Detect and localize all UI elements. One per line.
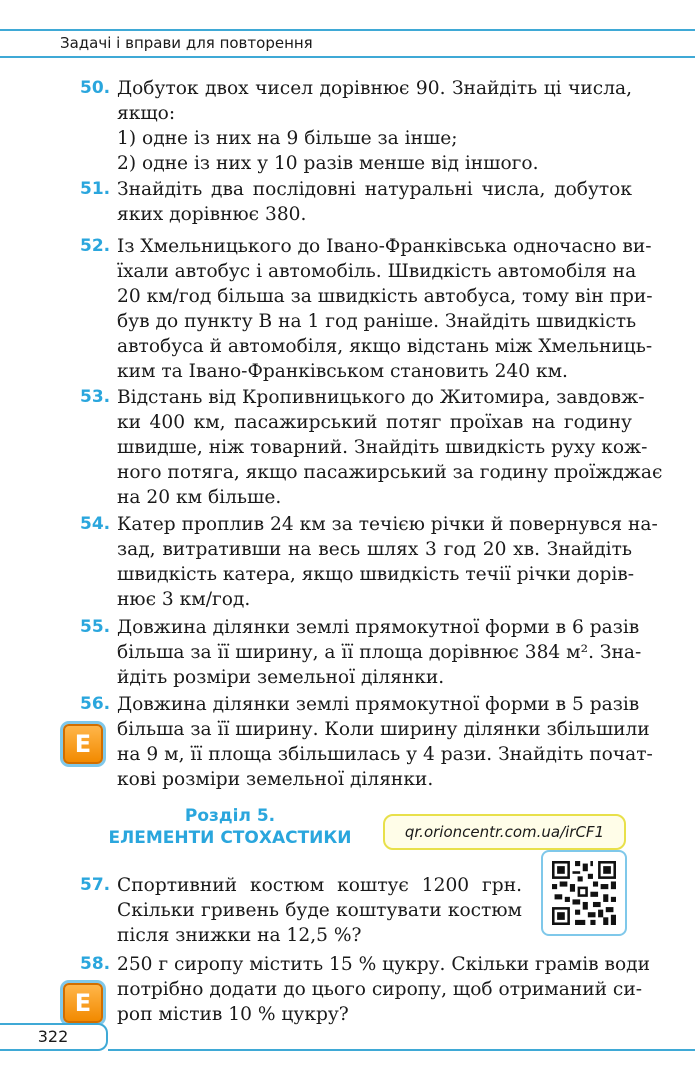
advanced-level-badge: Е — [63, 983, 103, 1023]
task-number: 58. — [80, 954, 111, 974]
qr-link[interactable]: qr.orioncentr.com.ua/irCF1 — [383, 814, 626, 850]
task-line: більша за її ширину, а її площа дорівнює 384 м². Зна- — [117, 642, 642, 663]
page-number: 322 — [0, 1023, 108, 1051]
section-heading — [80, 805, 380, 849]
task-line: більша за її ширину. Коли ширину ділянки збільшили — [117, 719, 650, 740]
section-number: Розділ 5. — [184, 806, 276, 826]
task-number: 54. — [80, 514, 111, 534]
task-number: 56. — [80, 694, 111, 714]
task-number: 51. — [80, 179, 111, 199]
header-title: Задачі і вправи для повторення — [60, 34, 313, 52]
task-55 — [80, 615, 642, 690]
task-line: кові розміри земельної ділянки. — [117, 769, 434, 790]
advanced-level-badge: Е — [63, 724, 103, 764]
task-line: після знижки на 12,5 %? — [117, 925, 362, 946]
task-line: ки 400 км, пасажирський потяг проїхав на годину — [117, 412, 632, 433]
task-54 — [80, 512, 658, 612]
task-line: йдіть розміри земельної ділянки. — [117, 667, 445, 688]
task-53 — [80, 385, 663, 510]
task-line: на 9 м, її площа збільшилась у 4 рази. Знайдіть почат- — [117, 744, 653, 765]
task-58 — [80, 952, 651, 1027]
task-line: Довжина ділянки землі прямокутної форми в 5 разів — [117, 694, 640, 715]
task-line: швидкість катера, якщо швидкість течії річки дорів- — [117, 564, 635, 585]
task-number: 52. — [80, 236, 111, 256]
task-line: 1) одне із них на 9 більше за інше; — [117, 128, 458, 149]
task-line: Довжина ділянки землі прямокутної форми в 6 разів — [117, 617, 640, 638]
task-line: Катер проплив 24 км за течією річки й повернувся на- — [117, 514, 658, 535]
task-line: якщо: — [117, 103, 176, 124]
task-number: 55. — [80, 617, 111, 637]
task-line: роп містив 10 % цукру? — [117, 1004, 349, 1025]
task-56 — [80, 692, 653, 792]
task-line: яких дорівнює 380. — [117, 204, 307, 225]
task-51 — [80, 177, 632, 227]
task-number: 50. — [80, 78, 111, 98]
task-line: зад, витративши на весь шлях 3 год 20 хв. Знайдіть — [117, 539, 632, 560]
header-rule-bottom — [0, 56, 695, 58]
task-line: Із Хмельницького до Івано-Франківська одночасно ви- — [117, 236, 652, 257]
page-header — [0, 29, 695, 63]
task-57 — [80, 873, 522, 948]
task-number: 53. — [80, 387, 111, 407]
qr-code[interactable] — [541, 850, 627, 936]
task-line: Знайдіть два послідовні натуральні числа, добуток — [117, 179, 632, 200]
task-line: Спортивний костюм коштує 1200 грн. — [117, 875, 522, 896]
task-line: ного потяга, якщо пасажирський за годину проїжджає — [117, 462, 663, 483]
task-number: 57. — [80, 875, 111, 895]
task-line: автобуса й автомобіля, якщо відстань між Хмельниць- — [117, 336, 653, 357]
task-line: ким та Івано-Франківськом становить 240 км. — [117, 361, 568, 382]
task-line: Скільки гривень буде коштувати костюм — [117, 900, 522, 921]
task-line: швидше, ніж товарний. Знайдіть швидкість руху кож- — [117, 437, 648, 458]
task-line: їхали автобус і автомобіль. Швидкість автомобіля на — [117, 261, 637, 282]
task-line: нює 3 км/год. — [117, 589, 251, 610]
task-line: на 20 км більше. — [117, 487, 282, 508]
task-line: потрібно додати до цього сиропу, щоб отриманий си- — [117, 979, 643, 1000]
task-line: Добуток двох чисел дорівнює 90. Знайдіть ці числа, — [117, 78, 632, 99]
task-50 — [80, 76, 632, 176]
task-line: 250 г сиропу містить 15 % цукру. Скільки грамів води — [117, 954, 651, 975]
task-line: був до пункту B на 1 год раніше. Знайдіть швидкість — [117, 311, 637, 332]
task-52 — [80, 234, 653, 384]
task-line: 2) одне із них у 10 разів менше від іншого. — [117, 153, 539, 174]
footer-rule — [108, 1049, 695, 1051]
task-line: 20 км/год більша за швидкість автобуса, тому він при- — [117, 286, 653, 307]
section-name: ЕЛЕМЕНТИ СТОХАСТИКИ — [108, 828, 352, 848]
task-line: Відстань від Кропивницького до Житомира, завдовж- — [117, 387, 645, 408]
qr-code-icon — [552, 861, 616, 925]
header-rule-top — [0, 29, 695, 31]
